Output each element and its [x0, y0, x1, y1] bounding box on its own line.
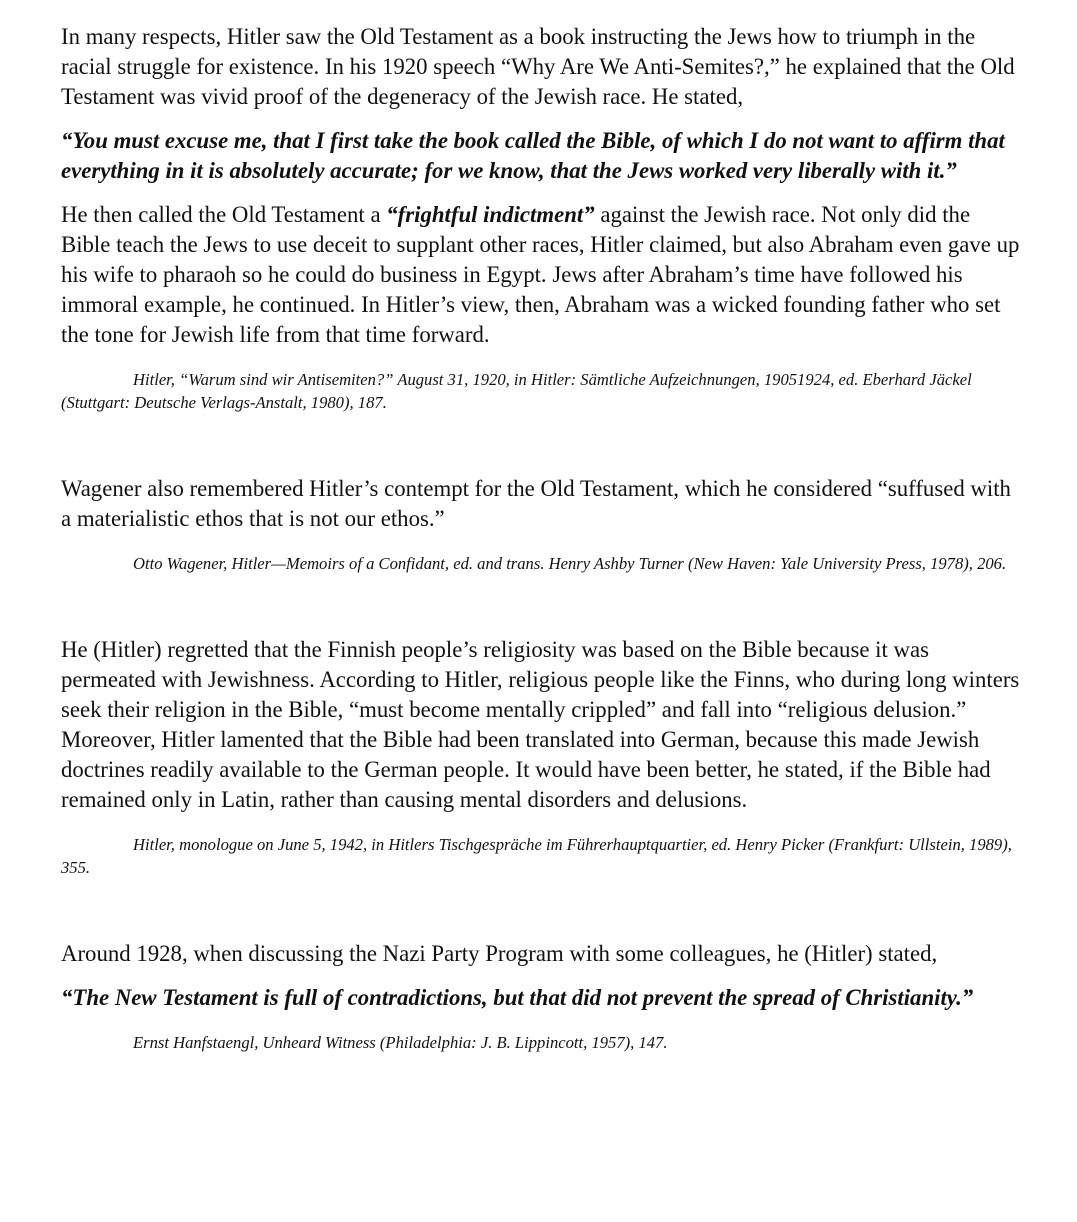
citation-wagener: Otto Wagener, Hitler—Memoirs of a Confidant, ed. and trans. Henry Ashby Turner (New Haven: Yale University Press, 1978), 206.: [133, 554, 1007, 573]
citation-jaeckel: Hitler, “Warum sind wir Antisemiten?” August 31, 1920, in Hitler: Sämtliche Aufzeichnungen, 19051924, ed. Eberhard Jäckel (Stuttgart: Deutsche Verlags-Anstalt, 1980), 187.: [61, 370, 972, 412]
paragraph-old-testament-intro: In many respects, Hitler saw the Old Testament as a book instructing the Jews how to triumph in the racial struggle for existence. In his 1920 speech “Why Are We Anti-Semites?,” he explained that the Old Testament was vivid proof of the degeneracy of the Jewish race. He stated,: [61, 24, 1015, 109]
paragraph-text-before: He then called the Old Testament a: [61, 202, 387, 227]
paragraph-text-after: against the Jewish race. Not only did the Bible teach the Jews to use deceit to supplant other races, Hitler claimed, but also Abraham even gave up his wife to pharaoh so he could do business in Egypt. Jews after Abraham’s time have followed his immoral example, he continued. In Hitler’s view, then, Abraham was a wicked founding father who set the tone for Jewish life from that time forward.: [61, 202, 1020, 347]
paragraph-frightful-indictment: [61, 200, 1021, 350]
quote-bible-accuracy: “You must excuse me, that I first take the book called the Bible, of which I do not want to affirm that everything in it is absolutely accurate; for we know, that the Jews worked very liberally with it.”: [61, 128, 1005, 183]
document-page: [61, 22, 1021, 1054]
citation-picker: Hitler, monologue on June 5, 1942, in Hitlers Tischgespräche im Führerhauptquartier, ed. Henry Picker (Frankfurt: Ullstein, 1989), 355.: [61, 835, 1012, 877]
citation-hanfstaengl: Ernst Hanfstaengl, Unheard Witness (Philadelphia: J. B. Lippincott, 1957), 147.: [133, 1033, 668, 1052]
paragraph-wagener: Wagener also remembered Hitler’s contempt for the Old Testament, which he considered “suffused with a materialistic ethos that is not our ethos.”: [61, 476, 1011, 531]
emphasis-frightful-indictment: “frightful indictment”: [386, 202, 595, 227]
paragraph-nazi-party-program: Around 1928, when discussing the Nazi Party Program with some colleagues, he (Hitler) stated,: [61, 941, 938, 966]
paragraph-finnish-religiosity: He (Hitler) regretted that the Finnish people’s religiosity was based on the Bible because it was permeated with Jewishness. According to Hitler, religious people like the Finns, who during long winters seek their religion in the Bible, “must become mentally crippled” and fall into “religious delusion.” Moreover, Hitler lamented that the Bible had been translated into German, because this made Jewish doctrines readily available to the German people. It would have been better, he stated, if the Bible had remained only in Latin, rather than causing mental disorders and delusions.: [61, 637, 1020, 812]
quote-new-testament: “The New Testament is full of contradictions, but that did not prevent the spread of Christianity.”: [61, 985, 974, 1010]
